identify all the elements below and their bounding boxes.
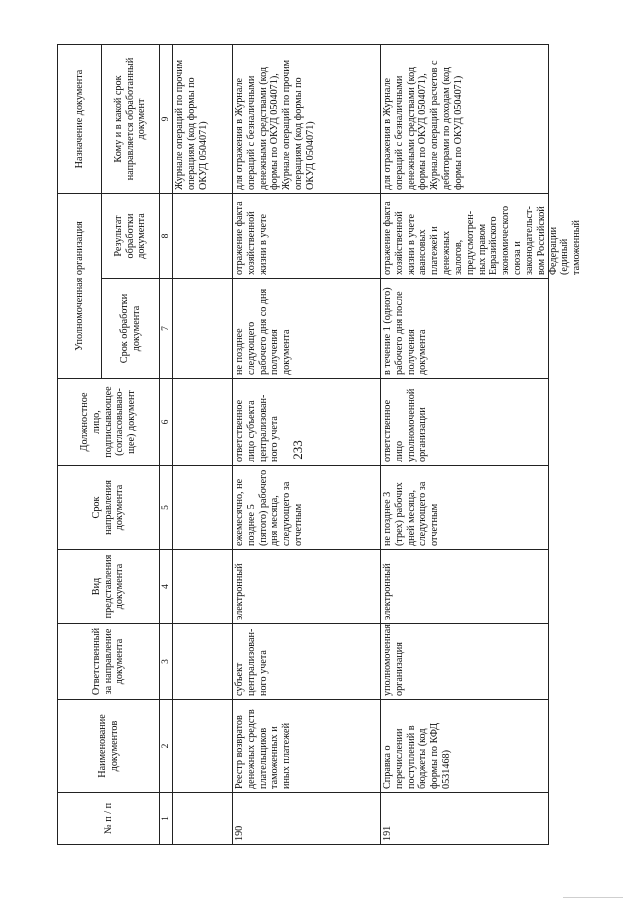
cell-document-name: Справка о перечислении поступлений в бюджеты (код формы по КФД 0531468) — [381, 700, 549, 793]
header-recipient: Кому и в какой срок направляется обработанный документ — [102, 44, 160, 193]
cell-deadline: ежемесячно, не позднее 5 (пятого) рабочего дня месяца, следующего за отчетным — [233, 466, 381, 550]
cell-purpose: для отражения в Журнале операций с безналичными денежными средствами (код формы по ОКУД 0504071), Журнале операций по прочим операциям (код формы по ОКУД 0504071) — [233, 44, 381, 193]
column-number-row — [160, 44, 173, 844]
column-number: 1 — [160, 793, 173, 845]
header-processing-time: Срок обработки документа — [102, 279, 160, 379]
cell-processing-result: отражение факта хозяйственной жизни в учете авансовых платежей и денежных залогов, предусмотрен-ных правом Евразийского экономического союза и законодательст-вом Российской Федерации (единый таможенный — [382, 201, 583, 275]
cell-responsible: уполномоченная организация — [381, 624, 549, 700]
cell-processing-result: отражение факта хозяйственной жизни в учете — [233, 193, 381, 278]
column-number: 9 — [160, 44, 173, 193]
cell-document-name: Реестр возвратов денежных средств плательщиков таможенных и иных платежей — [233, 700, 381, 793]
scan-artifact-line — [563, 897, 623, 898]
header-purpose: Назначение документа — [58, 44, 102, 193]
header-authorized-organization: Уполномоченная организация — [58, 193, 102, 378]
cell-number: 191 — [381, 793, 549, 845]
header-number: № п / п — [58, 793, 160, 845]
cell-responsible: субъект централизован-ного учета — [233, 624, 381, 700]
table-row — [381, 44, 549, 844]
cell-signer: ответственное лицо субъекта централизован-ного учета — [233, 379, 381, 466]
document-register-table — [57, 44, 583, 845]
header-signer: Должностное лицо, подписывающее (согласовываю-щее) документ — [58, 379, 160, 466]
header-document-name: Наименование документов — [58, 700, 160, 793]
column-number: 6 — [160, 379, 173, 466]
header-processing-result: Результат обработки документа — [102, 193, 160, 278]
table-row — [233, 44, 381, 844]
header-form: Вид представления документа — [58, 550, 160, 624]
cell-processing-time: в течение 1 (одного) рабочего дня после получения документа — [381, 279, 549, 379]
cell-deadline: не позднее 3 (трех) рабочих дней месяца, следующего за отчетным — [381, 466, 549, 550]
table-row-continued — [173, 44, 233, 844]
rotated-page-content — [57, 45, 592, 845]
header-deadline: Срок направления документа — [58, 466, 160, 550]
header-row-1 — [58, 44, 102, 844]
page-number: 233 — [290, 440, 305, 460]
cell-form: электронный — [233, 550, 381, 624]
cell-processing-time: не позднее следующего рабочего дня со дня получения документа — [233, 279, 381, 379]
cell-number: 190 — [233, 793, 381, 845]
cell-form: электронный — [381, 550, 549, 624]
cell-purpose: для отражения в Журнале операций с безналичными денежными средствами (код формы по ОКУД 0504071), Журнале операций расчетов с дебиторами по доходам (код формы по ОКУД 0504071) — [381, 44, 549, 193]
column-number: 7 — [160, 279, 173, 379]
cell-purpose: Журнале операций по прочим операциям (код формы по ОКУД 0504071) — [173, 44, 233, 193]
header-responsible: Ответственный за направление документа — [58, 624, 160, 700]
column-number: 8 — [160, 193, 173, 278]
column-number: 4 — [160, 550, 173, 624]
column-number: 2 — [160, 700, 173, 793]
column-number: 5 — [160, 466, 173, 550]
cell-signer: ответственное лицо уполномоченной организации — [381, 379, 549, 466]
column-number: 3 — [160, 624, 173, 700]
